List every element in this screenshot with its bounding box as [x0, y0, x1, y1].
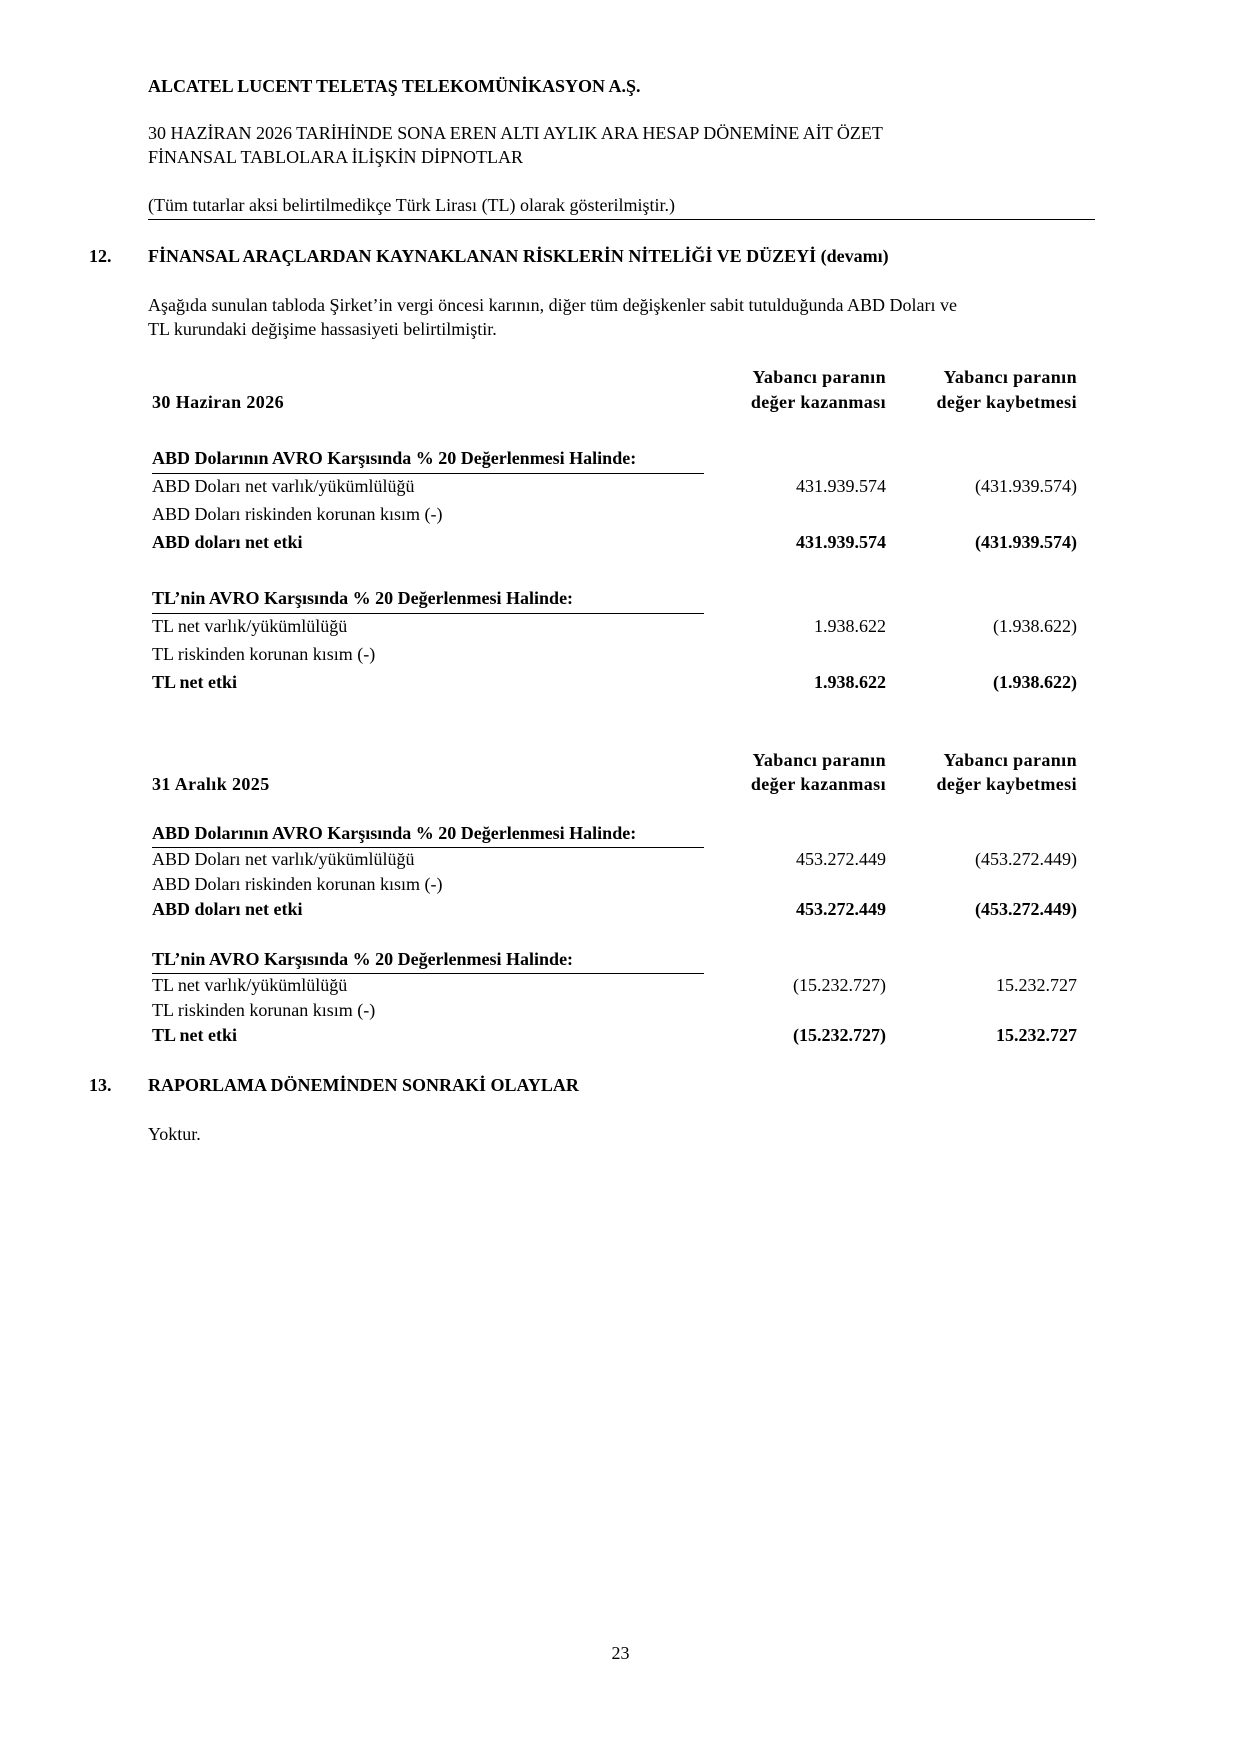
usd-net-gain: 431.939.574	[796, 476, 886, 496]
tl-net-gain: 1.938.622	[814, 616, 886, 636]
table-row	[150, 899, 1085, 925]
page-number: 23	[611, 1643, 630, 1663]
tl-heading-underline	[152, 973, 704, 974]
col1-header-line2: değer kazanması	[750, 774, 886, 794]
usd-heading-row	[150, 448, 1085, 474]
usd-heading: ABD Dolarının AVRO Karşısında % 20 Değerlenmesi Halinde:	[152, 448, 637, 468]
table-header-row1	[150, 367, 1085, 393]
col1-header-line1: Yabancı paranın	[752, 367, 886, 387]
tl-heading: TL’nin AVRO Karşısında % 20 Değerlenmesi Halinde:	[152, 588, 574, 608]
report-title-line2: FİNANSAL TABLOLARA İLİŞKİN DİPNOTLAR	[148, 147, 524, 167]
usd-total-loss: (431.939.574)	[975, 532, 1077, 552]
table-row	[150, 849, 1085, 875]
tl-net-label: TL net varlık/yükümlülüğü	[152, 616, 348, 636]
usd-net-label: ABD Doları net varlık/yükümlülüğü	[152, 849, 415, 869]
section-13-number: 13.	[89, 1075, 112, 1095]
usd-heading: ABD Dolarının AVRO Karşısında % 20 Değerlenmesi Halinde:	[152, 823, 637, 843]
table-header-row1	[150, 750, 1085, 776]
col1-header-line2: değer kazanması	[750, 392, 886, 412]
table-header-row2	[150, 392, 1085, 418]
section-12-title-suffix: (devamı)	[820, 246, 889, 266]
tl-heading-underline	[152, 613, 704, 614]
usd-net-loss: (453.272.449)	[975, 849, 1077, 869]
tl-net-label: TL net varlık/yükümlülüğü	[152, 975, 348, 995]
section-13-title: RAPORLAMA DÖNEMİNDEN SONRAKİ OLAYLAR	[148, 1075, 579, 1095]
table-row	[150, 504, 1085, 530]
usd-hedge-label: ABD Doları riskinden korunan kısım (-)	[152, 504, 443, 524]
company-name: ALCATEL LUCENT TELETAŞ TELEKOMÜNİKASYON A.Ş.	[148, 76, 641, 96]
report-title-line1: 30 HAZİRAN 2026 TARİHİNDE SONA EREN ALTI AYLIK ARA HESAP DÖNEMİNE AİT ÖZET	[148, 123, 883, 143]
tl-net-loss: (1.938.622)	[993, 616, 1077, 636]
table-period: 30 Haziran 2026	[152, 392, 284, 412]
currency-note: (Tüm tutarlar aksi belirtilmedikçe Türk Lirası (TL) olarak gösterilmiştir.)	[148, 195, 676, 215]
usd-heading-underline	[152, 847, 704, 848]
tl-heading: TL’nin AVRO Karşısında % 20 Değerlenmesi Halinde:	[152, 949, 574, 969]
usd-hedge-label: ABD Doları riskinden korunan kısım (-)	[152, 874, 443, 894]
section-12-intro-line2: TL kurundaki değişime hassasiyeti belirtilmiştir.	[148, 319, 497, 339]
usd-net-label: ABD Doları net varlık/yükümlülüğü	[152, 476, 415, 496]
table-row	[150, 532, 1085, 558]
col2-header-line2: değer kaybetmesi	[936, 392, 1077, 412]
header-divider	[148, 219, 1095, 220]
table-row	[150, 672, 1085, 698]
usd-total-gain: 453.272.449	[796, 899, 886, 919]
table-row	[150, 476, 1085, 502]
tl-total-loss: 15.232.727	[996, 1025, 1077, 1045]
usd-heading-underline	[152, 473, 704, 474]
usd-total-label: ABD doları net etki	[152, 899, 303, 919]
table-row	[150, 1000, 1085, 1026]
section-12-title	[148, 246, 889, 267]
table-period: 31 Aralık 2025	[152, 774, 270, 794]
table-row	[150, 874, 1085, 900]
usd-heading-row	[150, 823, 1085, 849]
tl-total-loss: (1.938.622)	[993, 672, 1077, 692]
tl-net-loss: 15.232.727	[996, 975, 1077, 995]
tl-hedge-label: TL riskinden korunan kısım (-)	[152, 644, 376, 664]
usd-total-gain: 431.939.574	[796, 532, 886, 552]
tl-total-label: TL net etki	[152, 672, 238, 692]
tl-heading-row	[150, 949, 1085, 975]
usd-total-label: ABD doları net etki	[152, 532, 303, 552]
tl-total-label: TL net etki	[152, 1025, 238, 1045]
col2-header-line2: değer kaybetmesi	[936, 774, 1077, 794]
table-row	[150, 975, 1085, 1001]
section-12-number: 12.	[89, 246, 112, 266]
tl-total-gain: 1.938.622	[814, 672, 886, 692]
tl-hedge-label: TL riskinden korunan kısım (-)	[152, 1000, 376, 1020]
usd-net-loss: (431.939.574)	[975, 476, 1077, 496]
table-row	[150, 616, 1085, 642]
tl-heading-row	[150, 588, 1085, 614]
section-13-body: Yoktur.	[148, 1124, 201, 1144]
table-header-row2	[150, 774, 1085, 800]
col2-header-line1: Yabancı paranın	[943, 750, 1077, 770]
col1-header-line1: Yabancı paranın	[752, 750, 886, 770]
tl-net-gain: (15.232.727)	[793, 975, 886, 995]
table-row	[150, 644, 1085, 670]
usd-total-loss: (453.272.449)	[975, 899, 1077, 919]
section-12-intro-line1: Aşağıda sunulan tabloda Şirket’in vergi öncesi karının, diğer tüm değişkenler sabit tutulduğunda ABD Doları ve	[148, 295, 958, 315]
tl-total-gain: (15.232.727)	[793, 1025, 886, 1045]
section-12-title-text: FİNANSAL ARAÇLARDAN KAYNAKLANAN RİSKLERİN NİTELİĞİ VE DÜZEYİ	[148, 246, 817, 266]
table-row	[150, 1025, 1085, 1051]
usd-net-gain: 453.272.449	[796, 849, 886, 869]
col2-header-line1: Yabancı paranın	[943, 367, 1077, 387]
